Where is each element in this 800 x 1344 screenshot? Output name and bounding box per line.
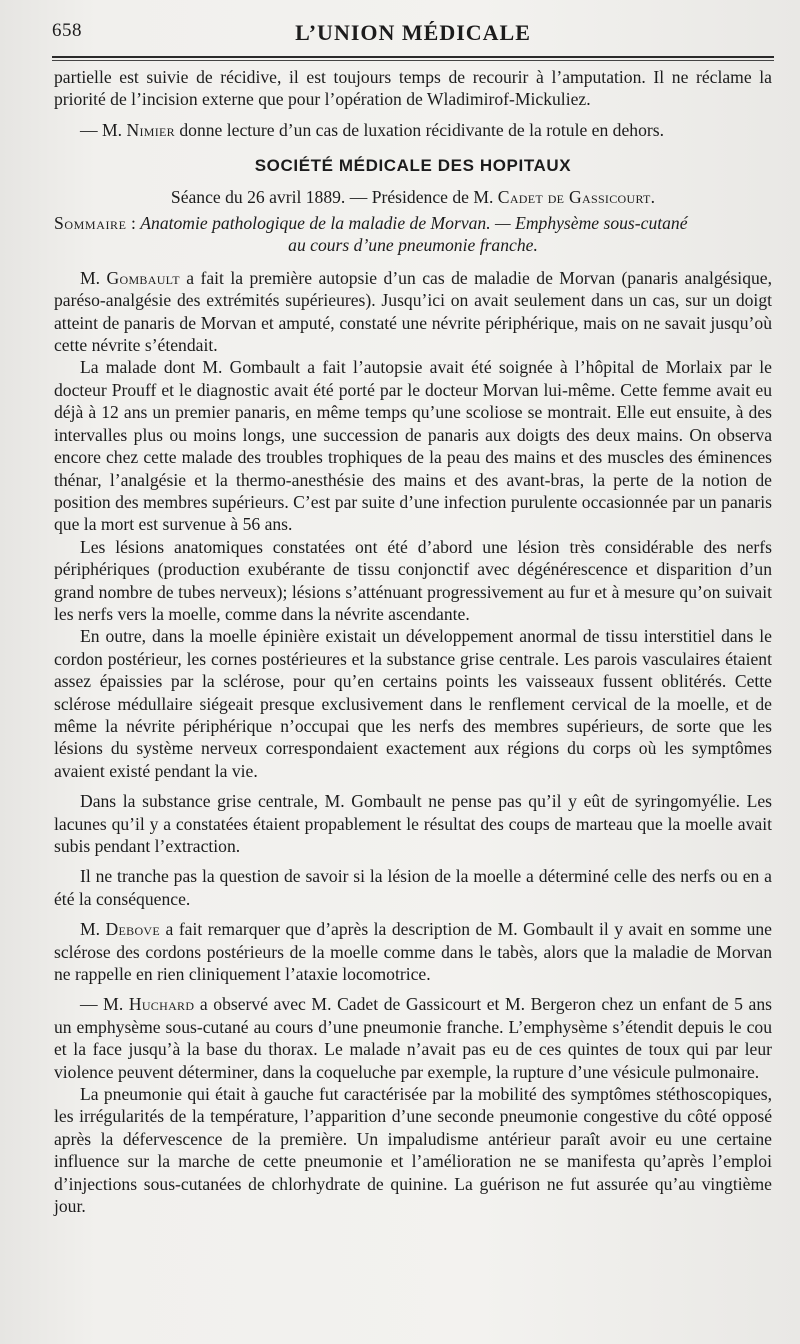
page-header xyxy=(52,20,774,50)
paragraph-continued: partielle est suivie de récidive, il est toujours temps de recourir à l’amputation. Il ne réclame la priorité de l’incision externe que pour l’opération de Wladimirof-Mickuliez. xyxy=(54,67,772,110)
section-title: SOCIÉTÉ MÉDICALE DES HOPITAUX xyxy=(254,156,572,176)
header-rule xyxy=(52,56,774,58)
paragraph-text: a fait remarquer que d’après la description de M. Gombault il y avait en somme une sclérose des cordons postérieurs de la moelle comme dans le tabès, alors que la maladie de Morvan ne rappelle en rien cliniquement l’ataxie locomotrice. xyxy=(54,919,772,985)
paragraph-lesions: Les lésions anatomiques constatées ont été d’abord une lésion très considérable des nerfs périphériques (production exubérante de tissu conjonctif avec dégénérescence et disparition d’un grand nombre de tubes nerveux); lésions s’atténuant progressivement au fur et à mesure qu’on suivait les nerfs vers la moelle, comme dans la névrite ascendante. xyxy=(54,536,772,624)
seance-end: . xyxy=(650,186,656,207)
text-prefix: M. xyxy=(80,919,106,940)
paragraph-text: donne lecture d’un cas de luxation récidivante de la rotule en dehors. xyxy=(174,119,664,140)
seance-text: Séance du 26 avril 1889. — Présidence de M. xyxy=(170,186,498,207)
running-title: L’UNION MÉDICALE xyxy=(295,20,531,45)
article-body xyxy=(54,66,772,1218)
paragraph-debove xyxy=(54,918,772,985)
text-prefix: — M. xyxy=(80,119,127,140)
sommaire-text: Anatomie pathologique de la maladie de Morvan. — Emphysème sous-cutané xyxy=(140,213,688,234)
page-number: 658 xyxy=(52,20,82,41)
sommaire-label: Sommaire xyxy=(54,213,127,234)
paragraph-nimier xyxy=(54,119,772,141)
header-rule-thin xyxy=(52,60,774,61)
paragraph-case: La malade dont M. Gombault a fait l’autopsie avait été soignée à l’hôpital de Morlaix par le docteur Prouff et le diagnostic avait été porté par le docteur Morvan lui-même. Cette femme avait eu déjà à 12 ans un premier panaris, en même temps qu’une scoliose se montrait. Elle eut ensuite, à des intervalles plus ou moins longs, une succession de panaris aux doigts des deux mains. On observa encore chez cette malade des troubles trophiques de la peau des mains et des muscles des éminences thénar, l’analgésie et la thermo-anesthésie des mains et des avant-bras, la perte de la notion de position des membres supérieurs. C’est par suite d’une infection purulente occasionnée par un panaris que la mort est survenue à 56 ans. xyxy=(54,357,772,535)
author-name: Gombault xyxy=(106,267,180,288)
paragraph-pneumonie: La pneumonie qui était à gauche fut caractérisée par la mobilité des symptômes stéthoscopiques, les irrégularités de la température, l’apparition d’une seconde pneumonie congestive du côté opposé après la défervescence de la première. Un impaludisme antérieur paraît avoir eu une certaine influence sur la marche de cette pneumonie et l’amélioration ne se manifesta qu’après l’emploi d’injections sous-cutanées de chlorhydrate de quinine. La guérison ne fut assurée qu’au vingtième jour. xyxy=(54,1084,772,1217)
paragraph-text: a observé avec M. Cadet de Gassicourt et M. Bergeron chez un enfant de 5 ans un emphysème sous-cutané au cours d’une pneumonie franche. L’emphysème s’étendit depuis le cou et la face jusqu’à la base du thorax. Le malade n’avait pas eu de ces quintes de toux qui par leur violence peuvent déterminer, dans la coqueluche par exemple, la rupture d’une vésicule pulmonaire. xyxy=(54,994,772,1082)
paragraph-huchard xyxy=(54,993,772,1083)
author-name: Nimier xyxy=(126,119,175,140)
seance-line xyxy=(54,186,772,208)
paragraph-substance-grise: Dans la substance grise centrale, M. Gombault ne pense pas qu’il y eût de syringomyélie. Les lacunes qu’il y a constatées étaient propablement le résultat des coups de marteau que la moelle avait subis pendant l’extraction. xyxy=(54,791,772,856)
text-prefix: — M. xyxy=(80,994,129,1015)
author-name: Debove xyxy=(105,919,161,940)
paragraph-question: Il ne tranche pas la question de savoir si la lésion de la moelle a déterminé celle des nerfs ou en a été la conséquence. xyxy=(54,866,772,909)
sommaire xyxy=(54,212,772,234)
paragraph-gombault xyxy=(54,267,772,357)
paragraph-text: a fait la première autopsie d’un cas de maladie de Morvan (panaris analgésique, paréso-analgésie des extrémités supérieures). Jusqu’ici on avait seulement dans un cas, sur un doigt atteint de panaris de Morvan et amputé, constaté une névrite périphérique, mais on ne savait jusqu’où cette névrite s’étendait. xyxy=(54,267,772,356)
paragraph-moelle: En outre, dans la moelle épinière existait un développement anormal de tissu interstitiel dans le cordon postérieur, les cornes postérieures et la substance grise centrale. Les parois vasculaires étaient assez épaissies par la sclérose, pour qu’en certains points les vaisseaux fussent oblitérés. Cette sclérose médullaire siégeait presque exclusivement dans le renflement cervical de la moelle, et de même la névrite périphérique n’occupai que les nerfs des membres supérieurs, de sorte que les lésions du système nerveux correspondaient exactement aux régions du corps où les symptômes avaient existé pendant la vie. xyxy=(54,626,772,781)
author-name: Huchard xyxy=(128,994,195,1015)
sommaire-continuation: au cours d’une pneumonie franche. xyxy=(288,235,538,256)
sommaire-separator: : xyxy=(126,213,141,234)
president-name: Cadet de Gassicourt xyxy=(497,186,651,207)
text-prefix: M. xyxy=(80,267,107,288)
